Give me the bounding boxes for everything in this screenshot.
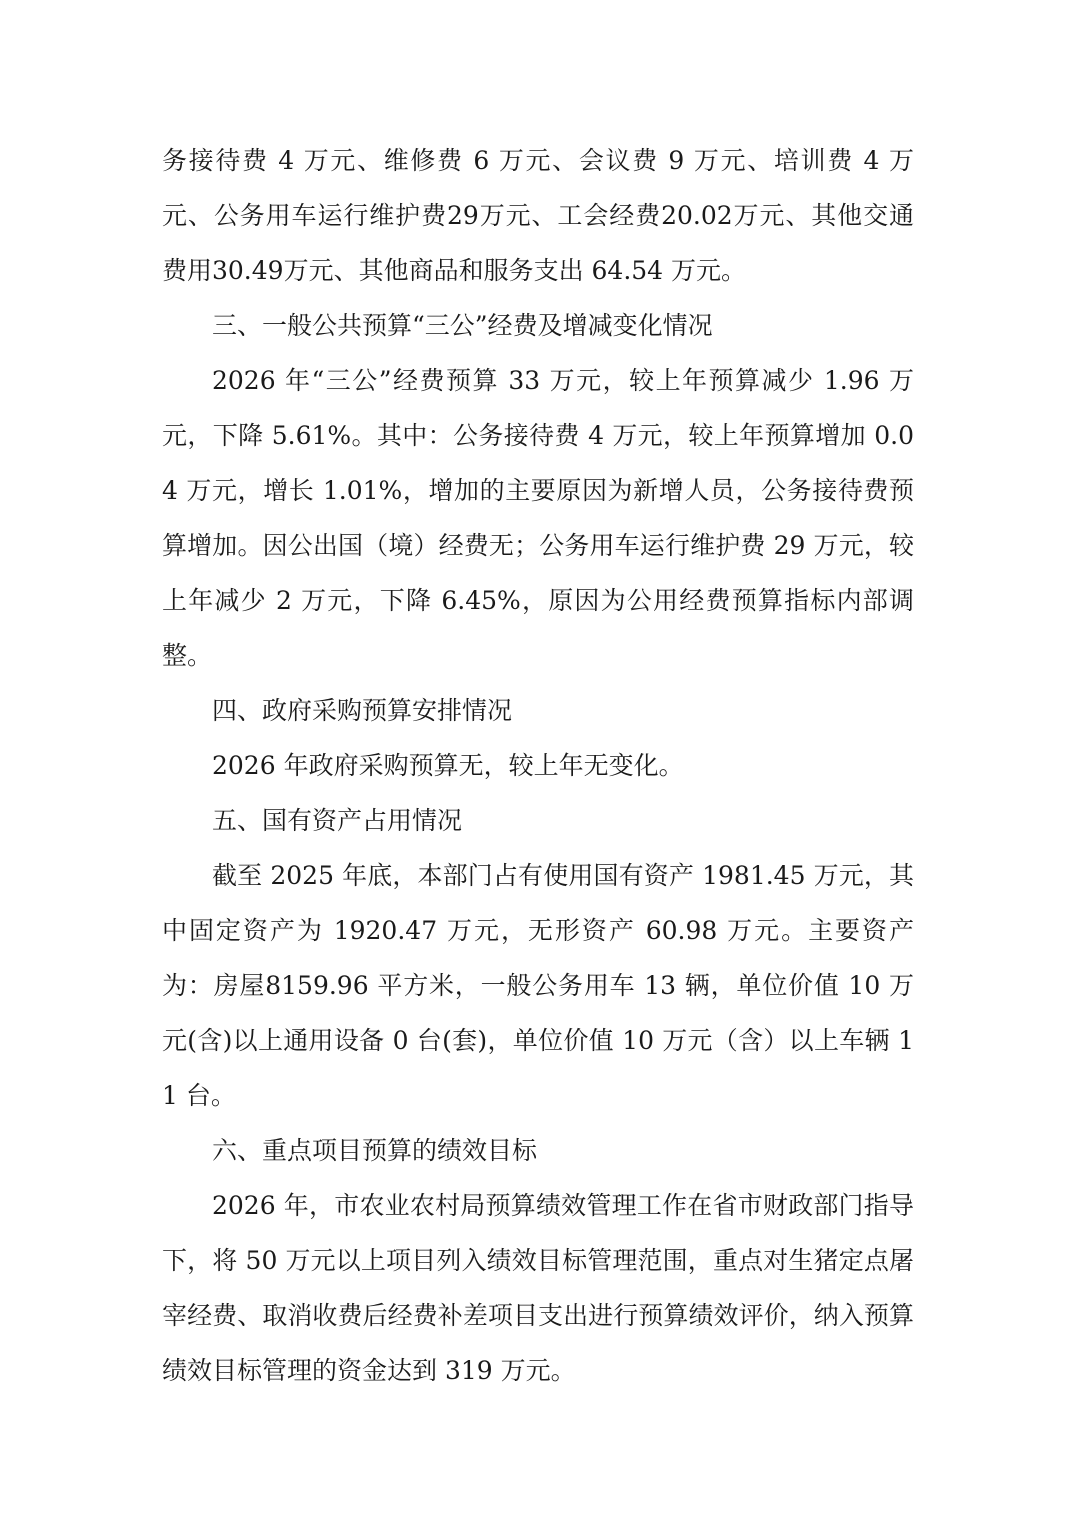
paragraph-continuation: 务接待费 4 万元、维修费 6 万元、会议费 9 万元、培训费 4 万元、公务用车运行维护费29万元、工会经费20.02万元、其他交通费用30.49万元、其他商品和服务支出 64.54 万元。 bbox=[162, 146, 914, 285]
paragraph-government-procurement: 2026 年政府采购预算无，较上年无变化。 bbox=[212, 751, 684, 780]
section-heading-three-public-expenses: 三、一般公共预算“三公”经费及增减变化情况 bbox=[212, 311, 713, 340]
paragraph-three-public-expenses: 2026 年“三公”经费预算 33 万元，较上年预算减少 1.96 万元，下降 5.61%。其中：公务接待费 4 万元，较上年预算增加 0.04 万元，增长 1.01%，增加的主要原因为新增人员，公务接待费预算增加。因公出国（境）经费无；公务用车运行维护费 29 万元，较上年减少 2 万元，下降 6.45%，原因为公用经费预算指标内部调整。 bbox=[162, 366, 914, 670]
section-heading-government-procurement: 四、政府采购预算安排情况 bbox=[212, 696, 513, 725]
paragraph-performance-goals: 2026 年，市农业农村局预算绩效管理工作在省市财政部门指导下，将 50 万元以上项目列入绩效目标管理范围，重点对生猪定点屠宰经费、取消收费后经费补差项目支出进行预算绩效评价，纳入预算绩效目标管理的资金达到 319 万元。 bbox=[162, 1191, 914, 1385]
section-heading-state-assets: 五、国有资产占用情况 bbox=[212, 806, 463, 835]
document-body bbox=[162, 133, 914, 1398]
paragraph-state-assets: 截至 2025 年底，本部门占有使用国有资产 1981.45 万元，其中固定资产为 1920.47 万元，无形资产 60.98 万元。主要资产为：房屋8159.96 平方米，一般公务用车 13 辆，单位价值 10 万元(含)以上通用设备 0 台(套)，单位价值 10 万元（含）以上车辆 11 台。 bbox=[162, 861, 914, 1110]
section-heading-performance-goals: 六、重点项目预算的绩效目标 bbox=[212, 1136, 538, 1165]
